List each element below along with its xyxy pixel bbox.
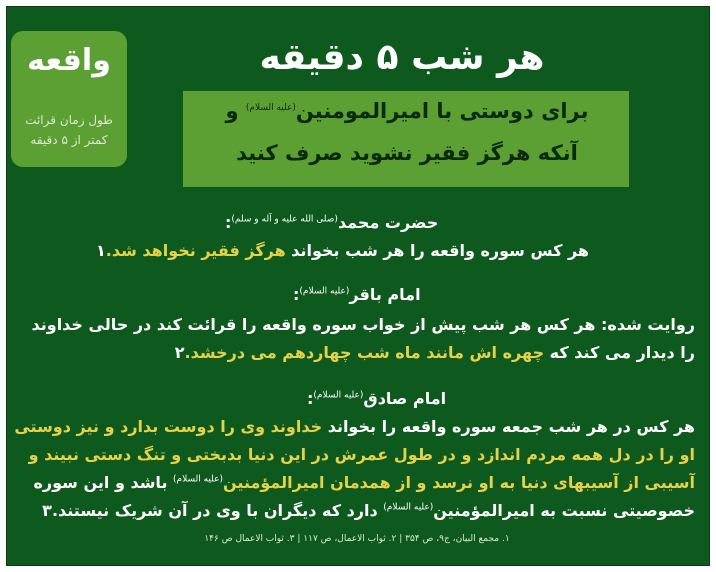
section3-heading-text: امام صادق [363,389,447,408]
subtitle-line2: آنکه هرگز فقیر نشوید صرف کنید [236,141,578,165]
section3-honorific: (علیه السلام) [313,390,364,401]
section1-line1-plain: هر کس سوره واقعه را هر شب بخواند [285,241,589,260]
section3-line1 [14,417,695,436]
section3-line3-b: باشد و این سوره [33,473,174,492]
surah-badge [11,31,127,167]
subtitle-line1 [187,99,627,123]
section3-line1-highlight: خداوند وی را دوست بدارد و نیز دوستی [14,417,323,436]
section2-heading-colon: : [293,285,300,304]
section3-line4-honorific: (علیه السلام) [383,502,434,513]
section1-line1 [95,241,589,260]
section1-heading-text: حضرت محمد [337,213,439,232]
section3-line4-a: خصوصیتی نسبت به امیرالمؤمنین [433,501,695,520]
section2-line2-plain: را دیدار می کند که [544,343,695,362]
section3-heading [307,389,446,408]
subtitle-line1-end: و [225,99,239,123]
badge-subtitle-line1: طول زمان قرائت [25,113,113,127]
section2-honorific: (علیه السلام) [299,286,350,297]
section2-heading-text: امام باقر [349,285,421,304]
badge-title: واقعه [27,43,111,78]
section1-heading [225,213,438,232]
section1-honorific: (صلی الله علیه و آله و سلم) [231,214,338,225]
poster [6,6,710,566]
section2-line2 [21,343,695,362]
section3-line3-a: آسیبی از آسیبهای دنیا به او نرسد و از همدمان امیرالمؤمنین [223,473,695,492]
section3-line3-honorific: (علیه السلام) [173,474,224,485]
subtitle-honorific: (علیه السلام) [245,103,296,113]
badge-subtitle-line2: کمتر از ۵ دقیقه [30,133,108,147]
section3-line1-plain: هر کس در هر شب جمعه سوره واقعه را بخواند [322,417,695,436]
section3-line4 [21,501,695,520]
section3-line3 [21,473,695,492]
section3-ref: ۳ [42,501,52,520]
section2-line1: روایت شده: هر کس هر شب پیش از خواب سوره واقعه را قرائت کند در حالی خداوند [31,315,695,334]
section2-heading [293,285,421,304]
section2-line2-highlight: چهره اش مانند ماه شب چهاردهم می درخشد. [184,343,545,362]
footnote: ۱. مجمع البیان، ج۹، ص ۳۵۴ | ۲. ثواب الاعمال، ص ۱۱۷ | ۳. ثواب الاعمال ص ۱۴۶ [204,534,510,544]
section3-line2: او را در دل همه مردم اندازد و در طول عمرش در این دنیا بدبختی و تنگ دستی نبیند و [28,445,695,464]
page-title: هر شب ۵ دقیقه [259,37,545,78]
subtitle-line1-text: برای دوستی با امیرالمومنین [295,99,589,123]
section1-heading-colon: : [225,213,232,232]
section3-heading-colon: : [307,389,314,408]
section2-ref: ۲ [174,343,185,362]
section3-line4-b: دارد که دیگران با وی در آن شریک نیستند. [51,501,384,520]
section1-ref: ۱ [95,241,106,260]
section1-line1-highlight: هرگز فقیر نخواهد شد. [105,241,286,260]
